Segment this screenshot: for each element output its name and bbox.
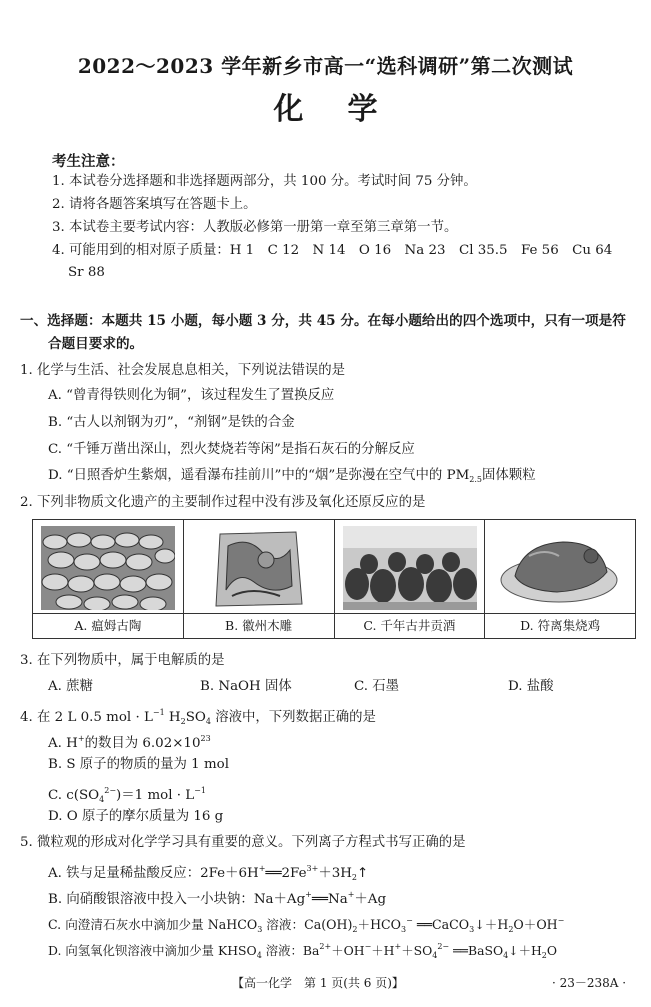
wood-carving-image-icon — [192, 526, 326, 610]
option-a-caption: A. 瘟姆古陶 — [33, 613, 183, 638]
question-5-option-a: A. 铁与足量稀盐酸反应：$2Fe+6H^+══2Fe^{3+}+3H_2↑$ — [48, 864, 369, 882]
question-5-stem: 5. 微粒观的形成对化学学习具有重要的意义。下列离子方程式书写正确的是 — [20, 835, 466, 850]
notice-item: 3. 本试卷主要考试内容：人教版必修第一册第一章至第三章第一节。 — [52, 220, 458, 235]
paper-code: · 23－238A · — [552, 976, 627, 990]
notice-item: 2. 请将各题答案填写在答题卡上。 — [52, 197, 257, 212]
option-a-cell — [33, 520, 184, 638]
option-b-cell — [184, 520, 335, 638]
question-2-image-table — [32, 519, 636, 639]
exam-title: 2022～2023 学年新乡市高一“选科调研”第二次测试 — [77, 54, 574, 78]
exam-subject: 化学 — [273, 92, 422, 127]
notice-item: 1. 本试卷分选择题和非选择题两部分，共 100 分。考试时间 75 分钟。 — [52, 174, 477, 189]
question-1-option-a: A. “曾青得铁则化为铜”，该过程发生了置换反应 — [48, 388, 335, 403]
page-footer: 【高一化学 第 1 页(共 6 页)】 — [232, 976, 404, 990]
pottery-image-icon — [41, 526, 175, 610]
question-5-option-d: D. 向氢氧化钡溶液中滴加少量 $KHSO_4$ 溶液：$Ba^{2+}+OH^-+H^++SO_4^{2-}$ $══BaSO_4↓+H_2O$ — [48, 942, 558, 960]
wine-jars-image-icon — [343, 526, 477, 610]
question-4-option-b: B. S 原子的物质的量为 1 mol — [48, 757, 229, 772]
question-5-option-b: B. 向硝酸银溶液中投入一小块钠：Na＋Ag+══Na+＋Ag — [48, 890, 387, 907]
section-heading — [20, 310, 638, 356]
section-line: 一、选择题：本题共 15 小题，每小题 3 分，共 45 分。在每小题给出的四个选项中，只有一项是符 — [20, 313, 626, 329]
option-b-caption: B. 徽州木雕 — [184, 613, 334, 638]
option-c-cell — [335, 520, 486, 638]
question-3-option-d: D. 盐酸 — [508, 679, 554, 694]
notice-heading: 考生注意： — [52, 153, 125, 170]
question-2-stem: 2. 下列非物质文化遗产的主要制作过程中没有涉及氧化还原反应的是 — [20, 495, 426, 510]
question-1-stem: 1. 化学与生活、社会发展息息相关，下列说法错误的是 — [20, 363, 346, 378]
roast-chicken-image-icon — [493, 526, 627, 610]
option-d-caption: D. 符离集烧鸡 — [485, 613, 635, 638]
question-4-option-a: A. H+的数目为 $6.02\times 10^{23}$ — [48, 734, 211, 751]
option-d-cell — [485, 520, 635, 638]
notice-item: Sr 88 — [68, 265, 105, 280]
question-3-stem: 3. 在下列物质中，属于电解质的是 — [20, 653, 225, 668]
question-4-option-c: C. $c(SO_4^{2-})=1$ mol · $L^{-1}$ — [48, 786, 206, 804]
question-3-option-b: B. NaOH 固体 — [200, 679, 292, 694]
question-3-option-a: A. 蔗糖 — [48, 679, 93, 694]
question-4-stem: 4. 在 2 L 0.5 mol · $L^{-1}$ $H_2SO_4$ 溶液中，下列数据正确的是 — [20, 708, 376, 726]
section-line: 合题目要求的。 — [48, 336, 144, 352]
option-c-caption: C. 千年古井贡酒 — [335, 613, 485, 638]
question-1-option-c: C. “千锤万凿出深山，烈火焚烧若等闲”是指石灰石的分解反应 — [48, 442, 415, 457]
question-5-option-c: C. 向澄清石灰水中滴加少量 NaHCO$_3$ 溶液：$Ca(OH)_2+HCO_3^-$ $══CaCO_3↓+H_2O+OH^-$ — [48, 916, 565, 934]
question-1-option-d: D. “日照香炉生紫烟，遥看瀑布挂前川”中的“烟”是弥漫在空气中的 $PM_{2.5}$固体颗粒 — [48, 468, 536, 484]
notice-item: 4. 可能用到的相对原子质量：H 1 C 12 N 14 O 16 Na 23 Cl 35.5 Fe 56 Cu 64 — [52, 243, 613, 258]
question-1-option-b: B. “古人以剂钢为刃”，“剂钢”是铁的合金 — [48, 415, 295, 430]
question-3-option-c: C. 石墨 — [354, 679, 400, 694]
question-4-option-d: D. O 原子的摩尔质量为 16 g — [48, 809, 224, 824]
